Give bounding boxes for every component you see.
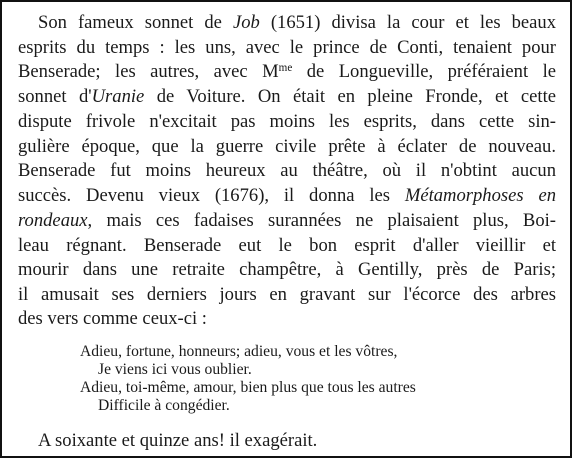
verse-line: Je viens ici vous oublier. (98, 361, 252, 378)
paragraph-line: Benserade; les autres, avec $M^{me}$ de Longueville, préféraient le (18, 61, 556, 82)
paragraph-line: gulière époque, que la guerre civile prête à éclater de nouveau. (18, 136, 556, 157)
paragraph-line: il amusait ses derniers jours en gravant sur l'écorce des arbres (18, 284, 556, 305)
paragraph-line: rondeaux, mais ces fadaises surannées ne plaisaient plus, Boi- (18, 210, 556, 231)
closing-sentence: A soixante et quinze ans! il exagérait. (38, 430, 318, 451)
paragraph-line: esprits du temps : les uns, avec le prince de Conti, tenaient pour (18, 37, 556, 58)
paragraph-line: leau régnant. Benserade eut le bon esprit d'aller vieillir et (18, 235, 556, 256)
paragraph-line: dispute frivole n'excitait pas moins les esprits, dans cette sin- (18, 111, 556, 132)
verse-line: Adieu, toi-même, amour, bien plus que tous les autres (80, 379, 416, 396)
paragraph-line: des vers comme ceux-ci : (18, 308, 207, 329)
paragraph-line: mourir dans une retraite champêtre, à Gentilly, près de Paris; (18, 259, 556, 280)
verse-line: Difficile à congédier. (98, 397, 230, 414)
paragraph-line: succès. Devenu vieux (1676), il donna les Métamorphoses en (18, 185, 556, 206)
paragraph-line: Benserade fut moins heureux au théâtre, où il n'obtint aucun (18, 160, 556, 181)
paragraph-line: Son fameux sonnet de Job (1651) divisa la cour et les beaux (38, 12, 556, 33)
paragraph-line: sonnet d'Uranie de Voiture. On était en pleine Fronde, et cette (18, 86, 556, 107)
verse-line: Adieu, fortune, honneurs; adieu, vous et les vôtres, (80, 343, 398, 360)
